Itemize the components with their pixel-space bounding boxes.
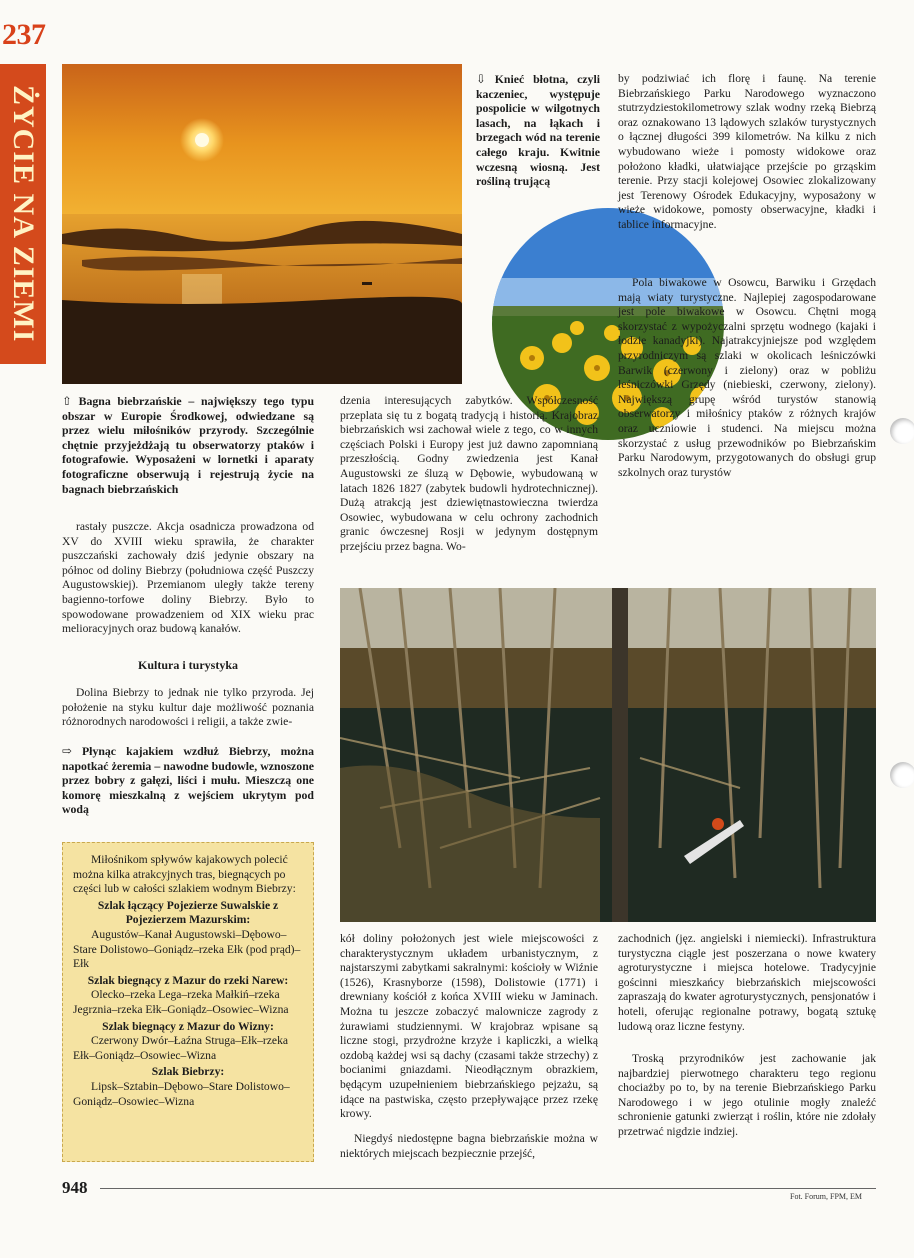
column-1-text-a: rastały puszcze. Akcja osadnicza prowadzona od XV do XVIII wieku sprawiła, że charakter puszczański zachowały dziś jedynie obszary na północ od doliny Biebrzy (południowa część Puszczy Augustowskiej). Przemianom uległy także tereny bagienno-torfowe doliny Biebrzy. Było to spowodowane prowadzeniem od XIX wieku prac melioracyjnych oraz budową kanałów.: [62, 520, 314, 636]
column-3-text-b: Pola biwakowe w Osowcu, Barwiku i Grzędach mają wiaty turystyczne. Najlepiej zagospodarowane jest pole biwakowe w Osowcu. Chętni mogą skorzystać z wypożyczalni sprzętu wodnego (kajaki i łodzie kanadyjki). Najatrakcyjniejsze pod względem przyrodniczym są szlaki w okolicach leśniczówki Barwik (czerwony i zielony) oraz w pobliżu leśniczówki Grzędy (niebieski, czerwony, zielony). Największą grupę wśród turystów stanowią obserwatorzy i miłośnicy ptaków z różnych krajów oraz uczniowie i studenci. Na miejscu można skorzystać z usług przewodników po Biebrzańskim Parku Narodowym, przygotowanych do obsługi grup szkolnych oraz turystów: [618, 276, 876, 479]
kayak-routes-box: [62, 842, 314, 1162]
column-3-text-d: Troską przyrodników jest zachowanie jak najbardziej pierwotnego charakteru tego regionu chociażby po to, by na terenie Biebrzańskiego Parku Narodowego i w jego otulinie mogły znaleźć schronienie gatunki zwierząt i roślin, które nie zdołały przetrwać nigdzie indziej.: [618, 1052, 876, 1138]
route-title: Szlak łączący Pojezierze Suwalskie z Pojezierzem Mazurskim:: [97, 898, 279, 927]
column-1-text-b: Dolina Biebrzy to jednak nie tylko przyroda. Jej położenie na styku kultur daje możliwość poznania różnorodnych narodowości i religii, a także zwie-: [62, 686, 314, 729]
binder-hole: [890, 762, 914, 788]
binder-hole: [890, 418, 914, 444]
column-2-text-c: Niegdyś niedostępne bagna biebrzańskie można w niektórych miejscach bezpiecznie przejść,: [340, 1132, 598, 1160]
route-path: Olecko–rzeka Lega–rzeka Małkiń–rzeka Jegrznia–rzeka Ełk–Goniądz–Osowiec–Wizna: [73, 988, 289, 1016]
marigold-caption: ⇩ Knieć błotna, czyli kaczeniec, występuje pospolicie w wilgotnych lasach, na łąkach i brzegach wód na terenie całego kraju. Kwitnie wczesną wiosną. Jest rośliną trującą: [476, 72, 600, 189]
route-path: Czerwony Dwór–Łaźna Struga–Ełk–rzeka Ełk–Goniądz–Osowiec–Wizna: [73, 1034, 289, 1062]
swamps-caption: ⇧ Bagna biebrzańskie – największy tego typu obszar w Europie Środkowej, odwiedzane są przez wielu miłośników przyrody. Szczególnie chętnie przyjeżdżają tu obserwatorzy ptaków i fotografowie. Wyposażeni w lornetki i aparaty fotograficzne obserwują i rejestrują życie na bagnach biebrzańskich: [62, 394, 314, 496]
section-banner: [0, 64, 46, 364]
route-title: Szlak Biebrzy:: [151, 1065, 225, 1079]
photo-credit: Fot. Forum, FPM, EM: [790, 1192, 863, 1201]
route-path: Augustów–Kanał Augustowski–Dębowo–Stare Dolistowo–Goniądz–rzeka Ełk (pod prąd)–Ełk: [73, 927, 301, 971]
flooded-forest-photo: [340, 588, 876, 922]
column-3-text-c: zachodnich (jęz. angielski i niemiecki). Infrastruktura turystyczna ciągle jest poszerzana o nowe kwatery agroturystyczne i miejsca hotelowe. Tradycyjnie gościnni mieszkańcy biebrzańskich miejscowości zapraszają do kwater agroturystycznych, pensjonatów i hoteli, oferując regionalne potrawy, bogatą sztukę ludową oraz liczne festyny.: [618, 932, 876, 1033]
page-number: 948: [62, 1178, 88, 1197]
route-title: Szlak biegnący z Mazur do rzeki Narew:: [87, 973, 289, 987]
kayak-caption: ⇨ Płynąc kajakiem wzdłuż Biebrzy, można napotkać żeremia – nawodne budowle, wznoszone przez bobry z gałęzi, liści i mułu. Mieszczą one komorę mieszkalną z wejściem ukrytym pod wodą: [62, 744, 314, 817]
section-heading: Kultura i turystyka: [137, 658, 238, 672]
route-title: Szlak biegnący z Mazur do Wizny:: [102, 1019, 274, 1033]
column-3-text-a: by podziwiać ich florę i faunę. Na terenie Biebrzańskiego Parku Narodowego wyznaczono stutrzydziestokilometrowy szlak wodny rzeką Biebrzą oraz oznakowano 13 lądowych szlaków turystycznych o łącznej długości 399 kilometrów. Na kilku z nich wybudowano wieże i pomosty widokowe oraz położono kładki, ułatwiające przejście po grząskim terenie. Przy stacji kolejowej Osowiec zlokalizowany jest Terenowy Ośrodek Edukacyjny, wyposażony w wieże widokowe, pomosty obserwacyjne, kładki i tablice informacyjne.: [618, 72, 876, 231]
column-2-text-b: kół doliny położonych jest wiele miejscowości z charakterystycznym układem urbanistycznym, z najstarszymi zabytkami sakralnymi: kościoły w Wiźnie (1526), Krasnyborze (1598), Dolistowie (1771) i drewniany kościół z końca XVIII wieku w Jaminach. Można tu jeszcze zobaczyć malownicze zagrody z żurawiami studziennymi. W krajobraz wpisane są liczne stogi, przydrożne krzyże i kapliczki, a wielką ozdobą każdej wsi są dachy (czasami także strzechy) z bocianimi gniazdami. Nieodłącznym obrazkiem, będącym uzupełnieniem biebrzańskiego pejzażu, są idące na pastwiska, często przepływające przez rzekę krowy.: [340, 932, 598, 1121]
section-title: ŻYCIE NA ZIEMI: [7, 85, 40, 343]
route-path: Lipsk–Sztabin–Dębowo–Stare Dolistowo–Goniądz–Osowiec–Wizna: [73, 1079, 290, 1108]
sunset-photo: [62, 64, 462, 384]
footer-rule: [100, 1188, 876, 1189]
issue-number: 237: [2, 18, 46, 51]
routes-intro: Miłośnikom spływów kajakowych polecić można kilka atrakcyjnych tras, biegnących po części lub w całości szlakiem wodnym Biebrzy:: [73, 853, 296, 896]
column-2-text-a: dzenia interesujących zabytków. Współczesność przeplata się tu z bogatą tradycją i historią. Krajobraz biebrzańskich wsi zachował wiele z tego, co w innych częściach Polski i Europy jest już dawno zapomnianą przeszłością. Godny zwiedzenia jest Kanał Augustowski ze śluzą w Dębowie, wybudowaną w latach 1826 1827 (zabytek budowli hydrotechnicznej). Dużą atrakcją jest dziewiętnastowieczna twierdza Osowiec, wybudowana w celu ochrony zachodnich granic ówczesnej Rosji w jedynym dostępnym przejściu przez bagna. Wo-: [340, 394, 598, 553]
